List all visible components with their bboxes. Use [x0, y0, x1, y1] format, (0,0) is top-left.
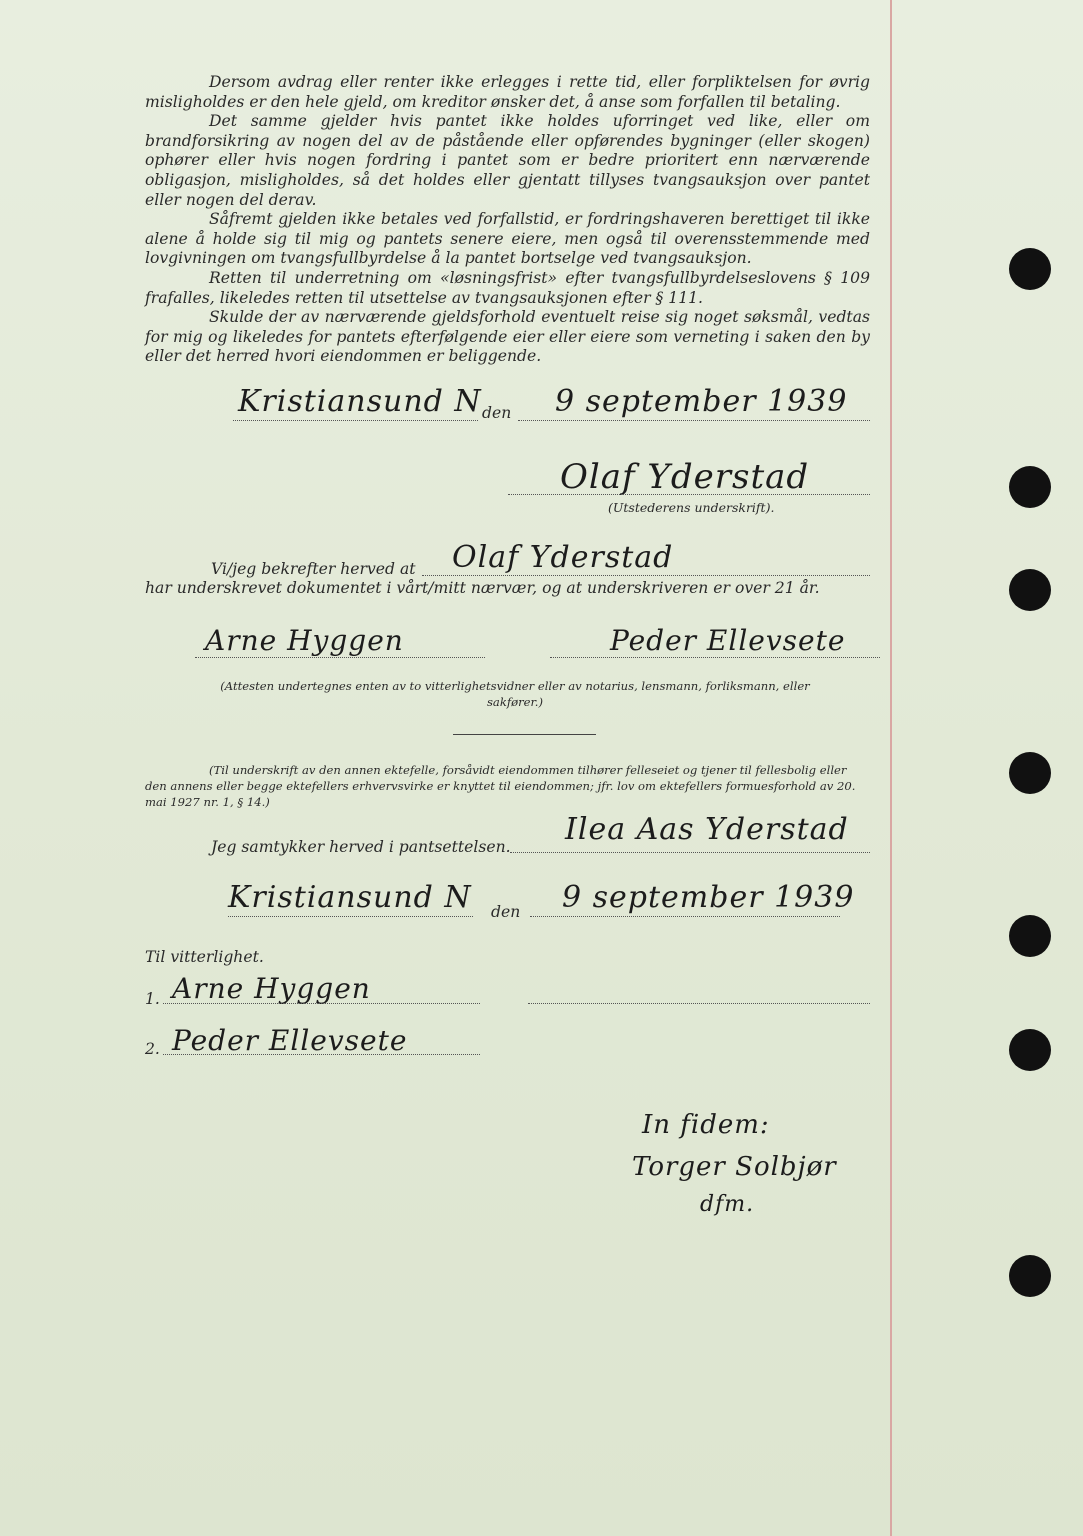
paragraph: Såfremt gjelden ikke betales ved forfallstid, er fordringshaveren berettiget til ikke alene å holde sig til mig og pantets senere eiere, men også til overensstemmende med lovgivningen om tvangsfullbyrdelse å la pantet bortselge ved tvangsauksjon.: [145, 210, 870, 268]
signature-line: [508, 494, 870, 495]
den-label-2: den: [491, 903, 521, 921]
binder-hole: [1009, 569, 1051, 611]
den-label: den: [482, 404, 512, 422]
date-line: [518, 420, 870, 421]
witness-signature-2: Peder Ellevsete: [610, 624, 846, 657]
consent-text: Jeg samtykker herved i pantsettelsen.: [211, 838, 511, 856]
place-line: [233, 420, 478, 421]
witness-num-2: 2.: [145, 1040, 160, 1058]
binder-hole: [1009, 466, 1051, 508]
paragraph: Retten til underretning om «løsningsfrist» efter tvangsfullbyrdelseslovens § 109 frafalles, likeledes retten til utsettelse av tvangsauksjonen efter § 111.: [145, 268, 870, 307]
issuer-signature: Olaf Yderstad: [560, 457, 810, 497]
fidem-signature: Torger Solbjør: [632, 1152, 837, 1182]
witness-signature-1: Arne Hyggen: [205, 624, 404, 657]
witness-line-b: [528, 1003, 870, 1004]
place-line-2: [228, 916, 473, 917]
witnessing-title: Til vitterlighet.: [145, 948, 264, 966]
witness-line-c: [163, 1054, 480, 1055]
attest-note: (Attesten undertegnes enten av to vitterlighetsvidner eller av notarius, lensmann, forliksmann, eller sakfører.): [220, 679, 810, 709]
place-handwritten-2: Kristiansund N: [228, 880, 472, 915]
witness-name-1: Arne Hyggen: [172, 972, 371, 1005]
witness-line-1: [195, 657, 485, 658]
attest-name-handwritten: Olaf Yderstad: [452, 540, 674, 575]
date-handwritten-2: 9 september 1939: [562, 880, 855, 915]
spouse-note: (Til underskrift av den annen ektefelle, forsåvidt eiendommen tilhører felleseiet og tjener til fellesbolig eller den annens eller begge ektefellers erhvervsvirke er knyttet til eiendommen; jfr. lov om ektefellers formuesforhold av 20. mai 1927 nr. 1, § 14.): [145, 763, 856, 809]
witness-name-2: Peder Ellevsete: [172, 1024, 408, 1057]
paragraph: Skulde der av nærværende gjeldsforhold eventuelt reise sig noget søksmål, vedtas for mig og likeledes for pantets efterfølgende eier eller eiere som verneting i saken den by eller det herred hvori eiendommen er beliggende.: [145, 308, 870, 366]
body-text: [145, 73, 870, 367]
fidem-title: dfm.: [700, 1192, 755, 1217]
witness-line-a: [163, 1003, 480, 1004]
signature-caption: (Utstederens underskrift).: [608, 500, 775, 515]
witness-num-1: 1.: [145, 990, 160, 1008]
attest-prefix: Vi/jeg bekrefter herved at: [211, 560, 416, 578]
separator-line: [453, 734, 596, 735]
binder-hole: [1009, 248, 1051, 290]
binder-hole: [1009, 1255, 1051, 1297]
binder-hole: [1009, 915, 1051, 957]
fidem-line1: In fidem:: [642, 1110, 770, 1140]
witness-line-2: [550, 657, 880, 658]
paragraph: Dersom avdrag eller renter ikke erlegges i rette tid, eller forpliktelsen for øvrig misligholdes er den hele gjeld, om kreditor ønsker det, å anse som forfallen til betaling.: [145, 73, 870, 111]
paragraph: Det samme gjelder hvis pantet ikke holdes uforringet ved like, eller om brandforsikring av nogen del av de påstående eller opførendes bygninger (eller skogen) ophører eller hvis nogen fordring i pantet som er bedre prioritert enn nærværende obligasjon, misligholdes, så det holdes eller gjentatt tillyses tvangsauksjon over pantet eller nogen del derav.: [145, 112, 870, 209]
date-line-2: [530, 916, 840, 917]
binder-hole: [1009, 752, 1051, 794]
attest-line: [422, 575, 870, 576]
attest-line2: har underskrevet dokumentet i vårt/mitt nærvær, og at underskriveren er over 21 år.: [145, 579, 820, 597]
date-handwritten: 9 september 1939: [555, 384, 848, 419]
binder-hole: [1009, 1029, 1051, 1071]
margin-rule: [890, 0, 892, 1536]
place-handwritten: Kristiansund N: [238, 384, 482, 419]
spouse-signature: Ilea Aas Yderstad: [565, 812, 849, 847]
spouse-signature-line: [510, 852, 870, 853]
